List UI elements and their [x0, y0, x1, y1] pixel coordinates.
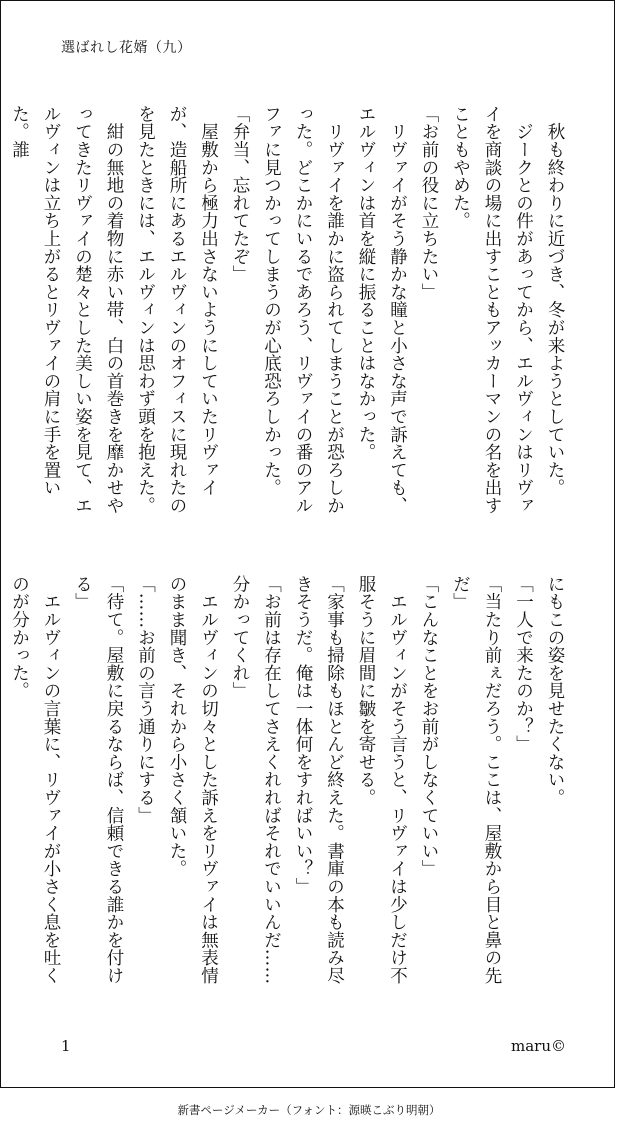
paragraph: 「こんなことをお前がしなくていい」 [419, 575, 439, 878]
paragraph: 「お前の役に立ちたい」 [419, 105, 439, 301]
paragraph: 「家事も掃除もほとんど終えた。書庫の本も読み尽きそうだ。俺は一体何をすればいい？」 [293, 575, 345, 985]
paragraph: 「弁当、忘れてたぞ」 [230, 105, 250, 283]
generator-caption: 新書ページメーカー（フォント：源暎こぶり明朝） [177, 1103, 441, 1117]
paragraph: 「……お前の言う通りにする」 [135, 575, 156, 825]
paragraph: エルヴィンがそう言うと、リヴァイは少しだけ不服そうに眉間に皺を寄せる。 [356, 575, 408, 985]
author-mark: maru© [511, 1037, 566, 1055]
paragraph: 秋も終わりに近づき、冬が来ようとしていた。 [545, 105, 565, 497]
paragraph: リヴァイがそう静かな瞳と小さな声で訴えても、エルヴィンは首を縦に振ることはなかった。 [356, 105, 408, 515]
paragraph: 紺の無地の着物に赤い帯、白の首巻きを靡かせやってきたリヴァイの楚々とした美しい姿を見て、エルヴィンは立ち上がるとリヴァイの肩に手を置いた。誰 [9, 105, 124, 515]
paragraph: 「お前は存在してさえくれればそれでいいんだ……分かってくれ」 [230, 575, 282, 985]
paragraph: エルヴィンの言葉に、リヴァイが小さく息を吐くのが分かった。 [9, 575, 61, 985]
paragraph: 「当たり前ぇだろう。ここは、屋敷から目と鼻の先だ」 [450, 575, 502, 985]
paragraph: 屋敷から極力出さないようにしていたリヴァイが、造船所にあるエルヴィンのオフィスに現れたのを見たときには、エルヴィンは思わず頭を抱えた。 [135, 105, 219, 515]
upper-text-block [9, 105, 570, 525]
paragraph: リヴァイを誰かに盗られてしまうことが恐ろしかった。どこかにいるであろう、リヴァイの番のアルファに見つかってしまうのが心底恐ろしかった。 [261, 105, 345, 515]
paragraph: 「待て。屋敷に戻るならば、信頼できる誰かを付ける」 [72, 575, 124, 985]
paragraph: にもこの姿を見せたくない。 [545, 575, 565, 807]
paragraph: ジークとの件があってから、エルヴィンはリヴァイを商談の場に出すこともアッカーマンの名を出すこともやめた。 [450, 105, 534, 515]
paragraph: 「一人で来たのか？」 [513, 575, 534, 753]
page-number: 1 [61, 1037, 71, 1055]
lower-text-block [9, 575, 570, 995]
paragraph: エルヴィンの切々とした訴えをリヴァイは無表情のまま聞き、それから小さく頷いた。 [167, 575, 219, 985]
running-title: 選ばれし花婿（九） [61, 40, 192, 56]
